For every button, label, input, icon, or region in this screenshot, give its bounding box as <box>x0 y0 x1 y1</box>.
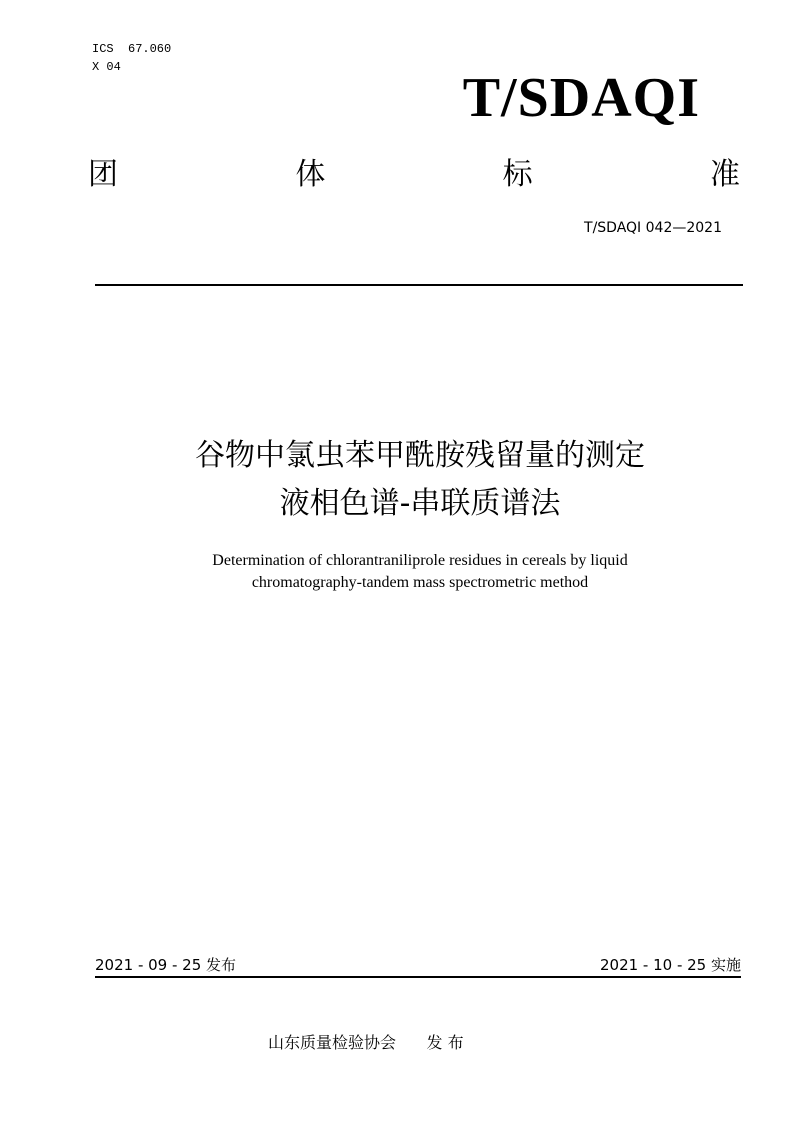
standard-type-char: 准 <box>709 157 740 192</box>
standard-type-char: 标 <box>502 157 533 192</box>
standard-type <box>88 155 740 195</box>
title-cn-line-1: 谷物中氯虫苯甲酰胺残留量的测定 <box>195 438 645 473</box>
publisher-org: 山东质量检验协会 <box>268 1033 397 1052</box>
issue-date: 2021 - 09 - 25 发布 <box>95 956 237 974</box>
top-divider <box>95 284 743 286</box>
title-en-line-1: Determination of chlorantraniliprole residues in cereals by liquid <box>212 552 628 569</box>
standard-type-char: 团 <box>88 157 118 192</box>
implementation-date: 2021 - 10 - 25 实施 <box>599 956 741 974</box>
bottom-divider <box>95 976 741 978</box>
document-title-cn <box>80 432 760 528</box>
classification-codes <box>92 40 171 76</box>
title-cn-line-2: 液相色谱-串联质谱法 <box>279 486 561 521</box>
standard-code: T/SDAQI 042—2021 <box>584 220 722 236</box>
document-title-en <box>100 550 740 594</box>
ccs-code: X 04 <box>92 60 121 74</box>
publisher-line <box>268 1032 464 1054</box>
standard-type-char: 体 <box>295 157 326 192</box>
brand-mark: T/SDAQI <box>462 67 700 129</box>
title-en-line-2: chromatography-tandem mass spectrometric method <box>251 574 589 591</box>
ics-code: ICS 67.060 <box>92 42 172 56</box>
publisher-action: 发 布 <box>426 1033 464 1052</box>
